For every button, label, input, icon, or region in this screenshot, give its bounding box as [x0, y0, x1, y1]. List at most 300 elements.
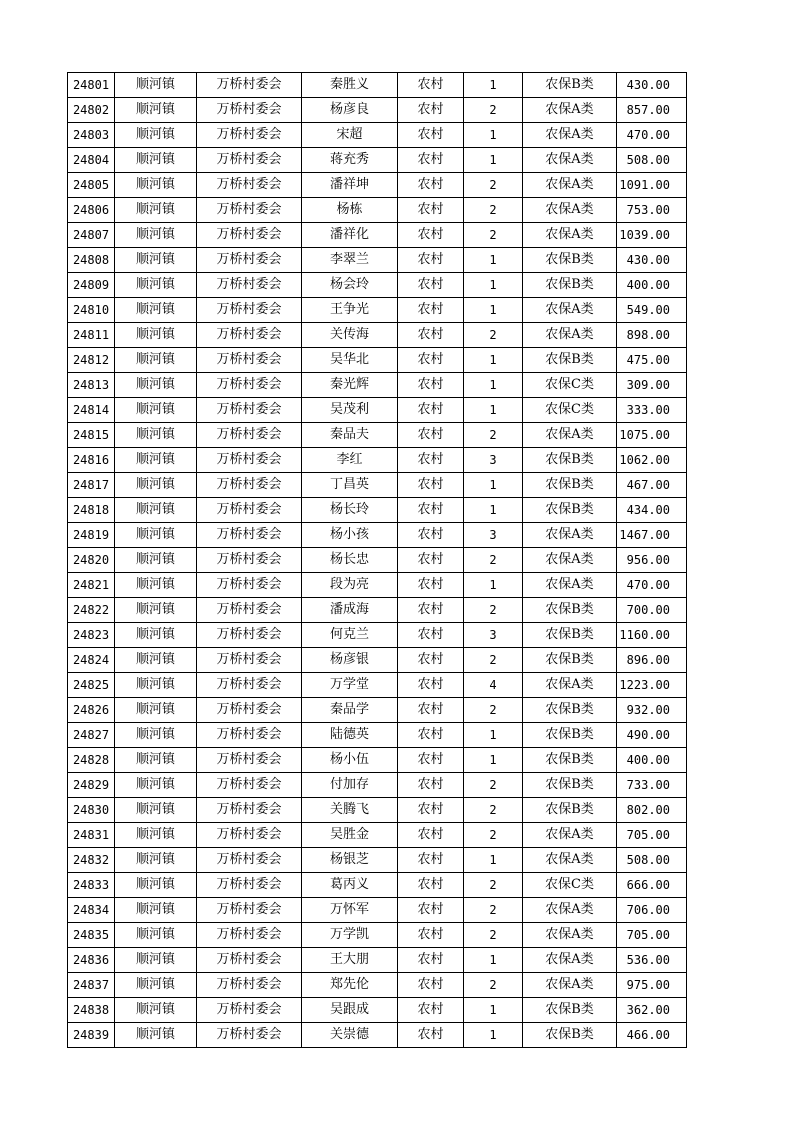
- amount-cell: 1091.00: [617, 173, 687, 198]
- town-cell: 顺河镇: [115, 298, 197, 323]
- record-id-cell: 24804: [68, 148, 115, 173]
- village-committee-cell: 万桥村委会: [197, 298, 302, 323]
- name-cell: 杨小孩: [302, 523, 398, 548]
- village-committee-cell: 万桥村委会: [197, 273, 302, 298]
- amount-cell: 549.00: [617, 298, 687, 323]
- amount-cell: 430.00: [617, 248, 687, 273]
- name-cell: 葛丙义: [302, 873, 398, 898]
- record-id-cell: 24836: [68, 948, 115, 973]
- insurance-category-cell: 农保A类: [523, 323, 617, 348]
- household-count-cell: 3: [464, 523, 523, 548]
- record-id-cell: 24816: [68, 448, 115, 473]
- record-id-cell: 24821: [68, 573, 115, 598]
- insurance-category-cell: 农保A类: [523, 973, 617, 998]
- town-cell: 顺河镇: [115, 723, 197, 748]
- table-row: [68, 698, 687, 723]
- table-row: [68, 173, 687, 198]
- name-cell: 蒋充秀: [302, 148, 398, 173]
- record-id-cell: 24820: [68, 548, 115, 573]
- household-count-cell: 1: [464, 473, 523, 498]
- table-row: [68, 798, 687, 823]
- village-committee-cell: 万桥村委会: [197, 898, 302, 923]
- insurance-category-cell: 农保B类: [523, 448, 617, 473]
- table-row: [68, 948, 687, 973]
- household-count-cell: 1: [464, 723, 523, 748]
- insurance-category-cell: 农保B类: [523, 698, 617, 723]
- table-row: [68, 673, 687, 698]
- record-id-cell: 24837: [68, 973, 115, 998]
- table-row: [68, 998, 687, 1023]
- insurance-category-cell: 农保B类: [523, 723, 617, 748]
- name-cell: 万怀军: [302, 898, 398, 923]
- record-id-cell: 24833: [68, 873, 115, 898]
- household-count-cell: 2: [464, 798, 523, 823]
- amount-cell: 430.00: [617, 73, 687, 98]
- area-type-cell: 农村: [398, 423, 464, 448]
- village-committee-cell: 万桥村委会: [197, 698, 302, 723]
- amount-cell: 1160.00: [617, 623, 687, 648]
- area-type-cell: 农村: [398, 923, 464, 948]
- town-cell: 顺河镇: [115, 523, 197, 548]
- name-cell: 丁昌英: [302, 473, 398, 498]
- household-count-cell: 2: [464, 173, 523, 198]
- insurance-category-cell: 农保A类: [523, 423, 617, 448]
- area-type-cell: 农村: [398, 173, 464, 198]
- record-id-cell: 24809: [68, 273, 115, 298]
- village-committee-cell: 万桥村委会: [197, 723, 302, 748]
- town-cell: 顺河镇: [115, 973, 197, 998]
- household-count-cell: 2: [464, 598, 523, 623]
- village-committee-cell: 万桥村委会: [197, 98, 302, 123]
- household-count-cell: 2: [464, 423, 523, 448]
- area-type-cell: 农村: [398, 248, 464, 273]
- name-cell: 吴茂利: [302, 398, 398, 423]
- record-id-cell: 24826: [68, 698, 115, 723]
- record-id-cell: 24811: [68, 323, 115, 348]
- town-cell: 顺河镇: [115, 73, 197, 98]
- name-cell: 段为亮: [302, 573, 398, 598]
- record-id-cell: 24829: [68, 773, 115, 798]
- area-type-cell: 农村: [398, 873, 464, 898]
- table-row: [68, 348, 687, 373]
- amount-cell: 1223.00: [617, 673, 687, 698]
- village-committee-cell: 万桥村委会: [197, 248, 302, 273]
- household-count-cell: 2: [464, 323, 523, 348]
- area-type-cell: 农村: [398, 648, 464, 673]
- area-type-cell: 农村: [398, 373, 464, 398]
- name-cell: 潘成海: [302, 598, 398, 623]
- amount-cell: 434.00: [617, 498, 687, 523]
- table-row: [68, 823, 687, 848]
- area-type-cell: 农村: [398, 798, 464, 823]
- table-row: [68, 298, 687, 323]
- table-row: [68, 198, 687, 223]
- name-cell: 付加存: [302, 773, 398, 798]
- amount-cell: 470.00: [617, 573, 687, 598]
- table-row: [68, 973, 687, 998]
- town-cell: 顺河镇: [115, 648, 197, 673]
- village-committee-cell: 万桥村委会: [197, 498, 302, 523]
- area-type-cell: 农村: [398, 773, 464, 798]
- amount-cell: 467.00: [617, 473, 687, 498]
- record-id-cell: 24815: [68, 423, 115, 448]
- name-cell: 杨长忠: [302, 548, 398, 573]
- amount-cell: 1075.00: [617, 423, 687, 448]
- name-cell: 杨银芝: [302, 848, 398, 873]
- household-count-cell: 2: [464, 198, 523, 223]
- amount-cell: 1039.00: [617, 223, 687, 248]
- village-committee-cell: 万桥村委会: [197, 748, 302, 773]
- amount-cell: 333.00: [617, 398, 687, 423]
- town-cell: 顺河镇: [115, 123, 197, 148]
- amount-cell: 309.00: [617, 373, 687, 398]
- table-row: [68, 273, 687, 298]
- amount-cell: 857.00: [617, 98, 687, 123]
- table-row: [68, 623, 687, 648]
- household-count-cell: 1: [464, 273, 523, 298]
- table-row: [68, 498, 687, 523]
- name-cell: 秦光辉: [302, 373, 398, 398]
- household-count-cell: 1: [464, 298, 523, 323]
- household-count-cell: 2: [464, 973, 523, 998]
- village-committee-cell: 万桥村委会: [197, 323, 302, 348]
- record-id-cell: 24801: [68, 73, 115, 98]
- village-committee-cell: 万桥村委会: [197, 973, 302, 998]
- insurance-category-cell: 农保B类: [523, 998, 617, 1023]
- household-count-cell: 2: [464, 548, 523, 573]
- town-cell: 顺河镇: [115, 573, 197, 598]
- area-type-cell: 农村: [398, 748, 464, 773]
- amount-cell: 470.00: [617, 123, 687, 148]
- table-row: [68, 448, 687, 473]
- insurance-category-cell: 农保A类: [523, 898, 617, 923]
- insurance-category-cell: 农保B类: [523, 273, 617, 298]
- table-row: [68, 598, 687, 623]
- household-count-cell: 1: [464, 998, 523, 1023]
- name-cell: 吴跟成: [302, 998, 398, 1023]
- insurance-category-cell: 农保A类: [523, 523, 617, 548]
- household-count-cell: 2: [464, 223, 523, 248]
- area-type-cell: 农村: [398, 573, 464, 598]
- table-row: [68, 873, 687, 898]
- insurance-category-cell: 农保A类: [523, 123, 617, 148]
- village-committee-cell: 万桥村委会: [197, 198, 302, 223]
- household-count-cell: 2: [464, 773, 523, 798]
- record-id-cell: 24810: [68, 298, 115, 323]
- area-type-cell: 农村: [398, 198, 464, 223]
- record-id-cell: 24823: [68, 623, 115, 648]
- name-cell: 潘祥坤: [302, 173, 398, 198]
- insurance-category-cell: 农保B类: [523, 748, 617, 773]
- name-cell: 杨栋: [302, 198, 398, 223]
- village-committee-cell: 万桥村委会: [197, 173, 302, 198]
- table-row: [68, 1023, 687, 1048]
- village-committee-cell: 万桥村委会: [197, 948, 302, 973]
- table-row: [68, 423, 687, 448]
- area-type-cell: 农村: [398, 448, 464, 473]
- insurance-category-cell: 农保B类: [523, 348, 617, 373]
- insurance-category-cell: 农保A类: [523, 298, 617, 323]
- village-committee-cell: 万桥村委会: [197, 773, 302, 798]
- village-committee-cell: 万桥村委会: [197, 923, 302, 948]
- town-cell: 顺河镇: [115, 673, 197, 698]
- village-committee-cell: 万桥村委会: [197, 523, 302, 548]
- amount-cell: 932.00: [617, 698, 687, 723]
- amount-cell: 400.00: [617, 748, 687, 773]
- town-cell: 顺河镇: [115, 873, 197, 898]
- insurance-category-cell: 农保B类: [523, 473, 617, 498]
- table-row: [68, 323, 687, 348]
- town-cell: 顺河镇: [115, 773, 197, 798]
- table-row: [68, 773, 687, 798]
- village-committee-cell: 万桥村委会: [197, 423, 302, 448]
- insurance-category-cell: 农保B类: [523, 1023, 617, 1048]
- table-row: [68, 148, 687, 173]
- name-cell: 李红: [302, 448, 398, 473]
- town-cell: 顺河镇: [115, 398, 197, 423]
- name-cell: 陆德英: [302, 723, 398, 748]
- record-id-cell: 24822: [68, 598, 115, 623]
- village-committee-cell: 万桥村委会: [197, 223, 302, 248]
- household-count-cell: 1: [464, 748, 523, 773]
- record-id-cell: 24806: [68, 198, 115, 223]
- insurance-category-cell: 农保A类: [523, 673, 617, 698]
- area-type-cell: 农村: [398, 323, 464, 348]
- table-row: [68, 473, 687, 498]
- insurance-category-cell: 农保A类: [523, 823, 617, 848]
- village-committee-cell: 万桥村委会: [197, 448, 302, 473]
- town-cell: 顺河镇: [115, 748, 197, 773]
- table-row: [68, 373, 687, 398]
- village-committee-cell: 万桥村委会: [197, 548, 302, 573]
- table-row: [68, 73, 687, 98]
- insurance-category-cell: 农保B类: [523, 623, 617, 648]
- name-cell: 杨会玲: [302, 273, 398, 298]
- record-id-cell: 24814: [68, 398, 115, 423]
- household-count-cell: 2: [464, 923, 523, 948]
- record-id-cell: 24817: [68, 473, 115, 498]
- area-type-cell: 农村: [398, 298, 464, 323]
- household-count-cell: 3: [464, 448, 523, 473]
- amount-cell: 490.00: [617, 723, 687, 748]
- household-count-cell: 1: [464, 1023, 523, 1048]
- household-count-cell: 1: [464, 948, 523, 973]
- household-count-cell: 2: [464, 648, 523, 673]
- insurance-category-cell: 农保B类: [523, 598, 617, 623]
- insurance-category-cell: 农保A类: [523, 198, 617, 223]
- table-row: [68, 573, 687, 598]
- record-id-cell: 24819: [68, 523, 115, 548]
- insurance-category-cell: 农保A类: [523, 548, 617, 573]
- village-committee-cell: 万桥村委会: [197, 148, 302, 173]
- household-count-cell: 1: [464, 248, 523, 273]
- table-row: [68, 848, 687, 873]
- record-id-cell: 24813: [68, 373, 115, 398]
- household-count-cell: 1: [464, 123, 523, 148]
- name-cell: 潘祥化: [302, 223, 398, 248]
- name-cell: 郑先伦: [302, 973, 398, 998]
- village-committee-cell: 万桥村委会: [197, 648, 302, 673]
- town-cell: 顺河镇: [115, 98, 197, 123]
- area-type-cell: 农村: [398, 498, 464, 523]
- area-type-cell: 农村: [398, 698, 464, 723]
- area-type-cell: 农村: [398, 98, 464, 123]
- amount-cell: 802.00: [617, 798, 687, 823]
- household-count-cell: 2: [464, 823, 523, 848]
- town-cell: 顺河镇: [115, 423, 197, 448]
- insurance-category-cell: 农保B类: [523, 798, 617, 823]
- amount-cell: 508.00: [617, 848, 687, 873]
- area-type-cell: 农村: [398, 948, 464, 973]
- insurance-category-cell: 农保A类: [523, 848, 617, 873]
- amount-cell: 898.00: [617, 323, 687, 348]
- town-cell: 顺河镇: [115, 548, 197, 573]
- household-count-cell: 2: [464, 98, 523, 123]
- record-id-cell: 24831: [68, 823, 115, 848]
- area-type-cell: 农村: [398, 223, 464, 248]
- area-type-cell: 农村: [398, 123, 464, 148]
- name-cell: 吴胜金: [302, 823, 398, 848]
- household-count-cell: 1: [464, 498, 523, 523]
- town-cell: 顺河镇: [115, 948, 197, 973]
- record-id-cell: 24834: [68, 898, 115, 923]
- village-committee-cell: 万桥村委会: [197, 398, 302, 423]
- table-row: [68, 248, 687, 273]
- amount-cell: 400.00: [617, 273, 687, 298]
- table-body: [68, 73, 687, 1048]
- area-type-cell: 农村: [398, 148, 464, 173]
- area-type-cell: 农村: [398, 623, 464, 648]
- record-id-cell: 24808: [68, 248, 115, 273]
- record-id-cell: 24827: [68, 723, 115, 748]
- household-count-cell: 2: [464, 698, 523, 723]
- village-committee-cell: 万桥村委会: [197, 1023, 302, 1048]
- area-type-cell: 农村: [398, 848, 464, 873]
- table-row: [68, 523, 687, 548]
- insurance-category-cell: 农保A类: [523, 148, 617, 173]
- area-type-cell: 农村: [398, 598, 464, 623]
- town-cell: 顺河镇: [115, 923, 197, 948]
- record-id-cell: 24818: [68, 498, 115, 523]
- record-id-cell: 24824: [68, 648, 115, 673]
- name-cell: 秦胜义: [302, 73, 398, 98]
- village-committee-cell: 万桥村委会: [197, 598, 302, 623]
- area-type-cell: 农村: [398, 398, 464, 423]
- town-cell: 顺河镇: [115, 248, 197, 273]
- name-cell: 杨彦良: [302, 98, 398, 123]
- record-id-cell: 24825: [68, 673, 115, 698]
- amount-cell: 956.00: [617, 548, 687, 573]
- record-id-cell: 24812: [68, 348, 115, 373]
- table-row: [68, 898, 687, 923]
- name-cell: 王争光: [302, 298, 398, 323]
- village-committee-cell: 万桥村委会: [197, 123, 302, 148]
- record-id-cell: 24832: [68, 848, 115, 873]
- household-count-cell: 2: [464, 873, 523, 898]
- town-cell: 顺河镇: [115, 823, 197, 848]
- town-cell: 顺河镇: [115, 448, 197, 473]
- area-type-cell: 农村: [398, 73, 464, 98]
- record-id-cell: 24803: [68, 123, 115, 148]
- area-type-cell: 农村: [398, 998, 464, 1023]
- area-type-cell: 农村: [398, 673, 464, 698]
- insurance-category-cell: 农保B类: [523, 248, 617, 273]
- insurance-category-cell: 农保B类: [523, 648, 617, 673]
- insurance-category-cell: 农保A类: [523, 573, 617, 598]
- insurance-category-cell: 农保C类: [523, 398, 617, 423]
- village-committee-cell: 万桥村委会: [197, 373, 302, 398]
- insurance-category-cell: 农保A类: [523, 223, 617, 248]
- village-committee-cell: 万桥村委会: [197, 873, 302, 898]
- town-cell: 顺河镇: [115, 373, 197, 398]
- record-id-cell: 24835: [68, 923, 115, 948]
- household-count-cell: 4: [464, 673, 523, 698]
- village-committee-cell: 万桥村委会: [197, 473, 302, 498]
- table-row: [68, 923, 687, 948]
- name-cell: 关崇德: [302, 1023, 398, 1048]
- household-count-cell: 1: [464, 73, 523, 98]
- insurance-category-cell: 农保A类: [523, 948, 617, 973]
- household-count-cell: 1: [464, 848, 523, 873]
- village-committee-cell: 万桥村委会: [197, 348, 302, 373]
- town-cell: 顺河镇: [115, 473, 197, 498]
- area-type-cell: 农村: [398, 1023, 464, 1048]
- town-cell: 顺河镇: [115, 598, 197, 623]
- insurance-category-cell: 农保A类: [523, 173, 617, 198]
- amount-cell: 508.00: [617, 148, 687, 173]
- village-committee-cell: 万桥村委会: [197, 673, 302, 698]
- amount-cell: 1467.00: [617, 523, 687, 548]
- household-count-cell: 2: [464, 898, 523, 923]
- amount-cell: 733.00: [617, 773, 687, 798]
- amount-cell: 753.00: [617, 198, 687, 223]
- area-type-cell: 农村: [398, 973, 464, 998]
- insurance-category-cell: 农保B类: [523, 73, 617, 98]
- town-cell: 顺河镇: [115, 323, 197, 348]
- name-cell: 宋超: [302, 123, 398, 148]
- area-type-cell: 农村: [398, 348, 464, 373]
- name-cell: 秦品夫: [302, 423, 398, 448]
- insurance-category-cell: 农保C类: [523, 373, 617, 398]
- household-count-cell: 1: [464, 148, 523, 173]
- name-cell: 关腾飞: [302, 798, 398, 823]
- area-type-cell: 农村: [398, 898, 464, 923]
- name-cell: 李翠兰: [302, 248, 398, 273]
- record-id-cell: 24807: [68, 223, 115, 248]
- table-row: [68, 548, 687, 573]
- record-id-cell: 24802: [68, 98, 115, 123]
- village-committee-cell: 万桥村委会: [197, 798, 302, 823]
- amount-cell: 896.00: [617, 648, 687, 673]
- household-count-cell: 1: [464, 573, 523, 598]
- name-cell: 何克兰: [302, 623, 398, 648]
- household-count-cell: 1: [464, 398, 523, 423]
- name-cell: 杨彦银: [302, 648, 398, 673]
- name-cell: 万学堂: [302, 673, 398, 698]
- table-row: [68, 98, 687, 123]
- town-cell: 顺河镇: [115, 173, 197, 198]
- area-type-cell: 农村: [398, 273, 464, 298]
- data-table: [67, 72, 687, 1048]
- name-cell: 杨长玲: [302, 498, 398, 523]
- name-cell: 王大朋: [302, 948, 398, 973]
- village-committee-cell: 万桥村委会: [197, 823, 302, 848]
- village-committee-cell: 万桥村委会: [197, 573, 302, 598]
- town-cell: 顺河镇: [115, 273, 197, 298]
- table-row: [68, 723, 687, 748]
- insurance-category-cell: 农保A类: [523, 923, 617, 948]
- insurance-category-cell: 农保A类: [523, 98, 617, 123]
